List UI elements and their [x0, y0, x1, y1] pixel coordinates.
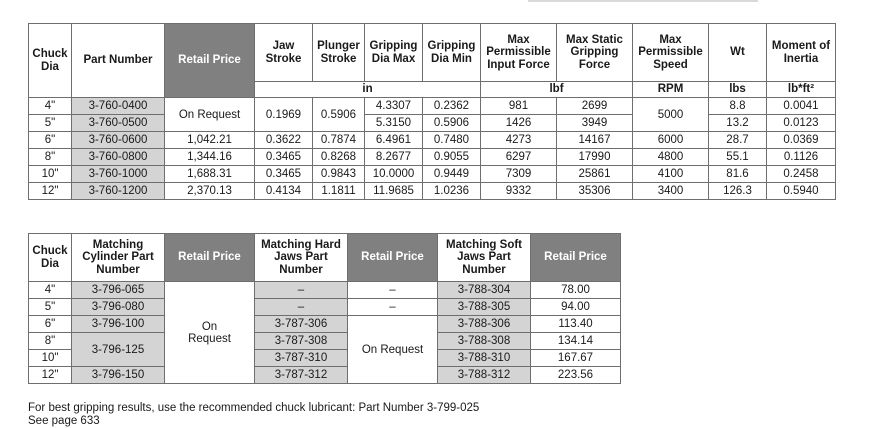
cell-soft: 3-788-304 [438, 282, 531, 299]
cell-gmin: 0.5906 [423, 115, 481, 132]
lubricant-note: For best gripping results, use the recommended chuck lubricant: Part Number 3-799-025 [28, 402, 480, 414]
cell-jaw: 0.3465 [255, 166, 313, 183]
cell-wt: 13.2 [709, 115, 767, 132]
cell-jaw: 0.4134 [255, 183, 313, 200]
cell-speed: 3400 [633, 183, 709, 200]
cell-part: 3-760-1200 [72, 183, 165, 200]
cell-part: 3-760-0800 [72, 149, 165, 166]
cell-plunger: 0.8268 [313, 149, 365, 166]
table-row [29, 183, 836, 200]
cell-dia: 12" [29, 183, 72, 200]
cell-gmax: 4.3307 [365, 98, 423, 115]
cell-part: 3-760-1000 [72, 166, 165, 183]
cell-hard: – [255, 282, 348, 299]
cell-cylinder: 3-796-150 [72, 367, 165, 384]
cell-static: 25861 [557, 166, 633, 183]
cell-input: 6297 [481, 149, 557, 166]
cell-inertia: 0.2458 [767, 166, 836, 183]
cell-wt: 81.6 [709, 166, 767, 183]
header-moment-of-inertia: Moment of Inertia [767, 24, 836, 82]
table-row [29, 98, 836, 115]
header-max-input-force: Max Permissible Input Force [481, 24, 557, 82]
header-gripping-dia-min: Gripping Dia Min [423, 24, 481, 82]
unit-rpm: RPM [633, 82, 709, 98]
cell-input: 7309 [481, 166, 557, 183]
cell-dia: 5" [29, 299, 72, 316]
cell-gmax: 5.3150 [365, 115, 423, 132]
unit-inertia: lb*ft² [767, 82, 836, 98]
cell-wt: 8.8 [709, 98, 767, 115]
cell-dia: 12" [29, 367, 72, 384]
cell-speed: 6000 [633, 132, 709, 149]
cell-input: 9332 [481, 183, 557, 200]
cell-soft-price: 134.14 [531, 333, 621, 350]
cell-price: 2,370.13 [165, 183, 255, 200]
cell-input: 4273 [481, 132, 557, 149]
cell-inertia: 0.0123 [767, 115, 836, 132]
request-label: Request [188, 332, 231, 345]
table-row [29, 132, 836, 149]
table-row [29, 282, 621, 299]
cell-hard-price: – [348, 282, 438, 299]
cell-dia: 10" [29, 350, 72, 367]
cell-static: 3949 [557, 115, 633, 132]
table-row [29, 299, 621, 316]
header-max-static-force: Max Static Gripping Force [557, 24, 633, 82]
cell-static: 2699 [557, 98, 633, 115]
cell-plunger: 0.9843 [313, 166, 365, 183]
see-page-note: See page 633 [28, 415, 100, 427]
cell-soft-price: 113.40 [531, 316, 621, 333]
header-retail-price: Retail Price [165, 24, 255, 98]
cell-gmax: 8.2677 [365, 149, 423, 166]
table-header-row [29, 24, 836, 82]
cell-cylinder: 3-796-100 [72, 316, 165, 333]
header-cylinder-part: Matching Cylinder Part Number [72, 234, 165, 282]
cell-gmin: 1.0236 [423, 183, 481, 200]
cell-wt: 126.3 [709, 183, 767, 200]
header-gripping-dia-max: Gripping Dia Max [365, 24, 423, 82]
cell-wt: 28.7 [709, 132, 767, 149]
cell-part: 3-760-0600 [72, 132, 165, 149]
cell-soft: 3-788-308 [438, 333, 531, 350]
matching-parts-table [28, 233, 621, 384]
header-hard-jaws-price: Retail Price [348, 234, 438, 282]
cell-input: 1426 [481, 115, 557, 132]
table-row [29, 333, 621, 350]
cell-soft: 3-788-305 [438, 299, 531, 316]
cell-hard: 3-787-308 [255, 333, 348, 350]
header-jaw-stroke: Jaw Stroke [255, 24, 313, 82]
cell-cylinder: 3-796-080 [72, 299, 165, 316]
cell-inertia: 0.5940 [767, 183, 836, 200]
table-header-row [29, 234, 621, 282]
cell-inertia: 0.0041 [767, 98, 836, 115]
header-max-speed: Max Permissible Speed [633, 24, 709, 82]
cell-dia: 10" [29, 166, 72, 183]
header-part-number: Part Number [72, 24, 165, 98]
unit-lbf: lbf [481, 82, 633, 98]
cell-jaw: 0.3465 [255, 149, 313, 166]
cell-soft-price: 167.67 [531, 350, 621, 367]
cell-speed: 4100 [633, 166, 709, 183]
table-row [29, 367, 621, 384]
cell-soft-price: 78.00 [531, 282, 621, 299]
table-row [29, 115, 836, 132]
cell-dia: 8" [29, 333, 72, 350]
cell-price: 1,042.21 [165, 132, 255, 149]
cell-hard: 3-787-310 [255, 350, 348, 367]
cell-dia: 8" [29, 149, 72, 166]
header-weight: Wt [709, 24, 767, 82]
cell-price: 1,688.31 [165, 166, 255, 183]
cell-static: 35306 [557, 183, 633, 200]
cell-hard: – [255, 299, 348, 316]
cell-part: 3-760-0500 [72, 115, 165, 132]
cell-part: 3-760-0400 [72, 98, 165, 115]
unit-lbs: lbs [709, 82, 767, 98]
header-soft-jaws-price: Retail Price [531, 234, 621, 282]
cell-wt: 55.1 [709, 149, 767, 166]
cell-soft: 3-788-310 [438, 350, 531, 367]
cell-price: 1,344.16 [165, 149, 255, 166]
cell-cylinder-price-merged [165, 282, 255, 384]
cell-gmax: 10.0000 [365, 166, 423, 183]
table-row [29, 166, 836, 183]
unit-in: in [255, 82, 481, 98]
cell-dia: 6" [29, 132, 72, 149]
cell-gmin: 0.2362 [423, 98, 481, 115]
cell-cylinder-merged: 3-796-125 [72, 333, 165, 367]
table-row [29, 149, 836, 166]
cell-gmax: 11.9685 [365, 183, 423, 200]
cell-jaw: 0.1969 [255, 98, 313, 132]
cell-dia: 4" [29, 98, 72, 115]
header-cylinder-price: Retail Price [165, 234, 255, 282]
header-chuck-dia: Chuck Dia [29, 234, 72, 282]
cell-hard-price: – [348, 299, 438, 316]
cell-dia: 6" [29, 316, 72, 333]
cell-plunger: 0.5906 [313, 98, 365, 132]
cell-gmin: 0.9449 [423, 166, 481, 183]
cell-dia: 4" [29, 282, 72, 299]
cell-hard: 3-787-306 [255, 316, 348, 333]
top-decorative-bar [528, 0, 758, 2]
cell-soft: 3-788-306 [438, 316, 531, 333]
cell-dia: 5" [29, 115, 72, 132]
cell-gmax: 6.4961 [365, 132, 423, 149]
cell-hard-price-merged: On Request [348, 316, 438, 384]
on-label: On [201, 320, 218, 333]
cell-cylinder: 3-796-065 [72, 282, 165, 299]
header-chuck-dia: Chuck Dia [29, 24, 72, 98]
chuck-specs-table [28, 23, 836, 200]
cell-price-merged: On Request [165, 98, 255, 132]
cell-soft-price: 94.00 [531, 299, 621, 316]
table-row [29, 316, 621, 333]
cell-speed: 4800 [633, 149, 709, 166]
cell-plunger: 0.7874 [313, 132, 365, 149]
cell-plunger: 1.1811 [313, 183, 365, 200]
cell-hard: 3-787-312 [255, 367, 348, 384]
cell-inertia: 0.0369 [767, 132, 836, 149]
cell-inertia: 0.1126 [767, 149, 836, 166]
cell-static: 14167 [557, 132, 633, 149]
cell-gmin: 0.7480 [423, 132, 481, 149]
header-hard-jaws-part: Matching Hard Jaws Part Number [255, 234, 348, 282]
cell-input: 981 [481, 98, 557, 115]
cell-soft: 3-788-312 [438, 367, 531, 384]
header-plunger-stroke: Plunger Stroke [313, 24, 365, 82]
cell-jaw: 0.3622 [255, 132, 313, 149]
header-soft-jaws-part: Matching Soft Jaws Part Number [438, 234, 531, 282]
cell-soft-price: 223.56 [531, 367, 621, 384]
cell-speed-merged: 5000 [633, 98, 709, 132]
cell-gmin: 0.9055 [423, 149, 481, 166]
cell-static: 17990 [557, 149, 633, 166]
